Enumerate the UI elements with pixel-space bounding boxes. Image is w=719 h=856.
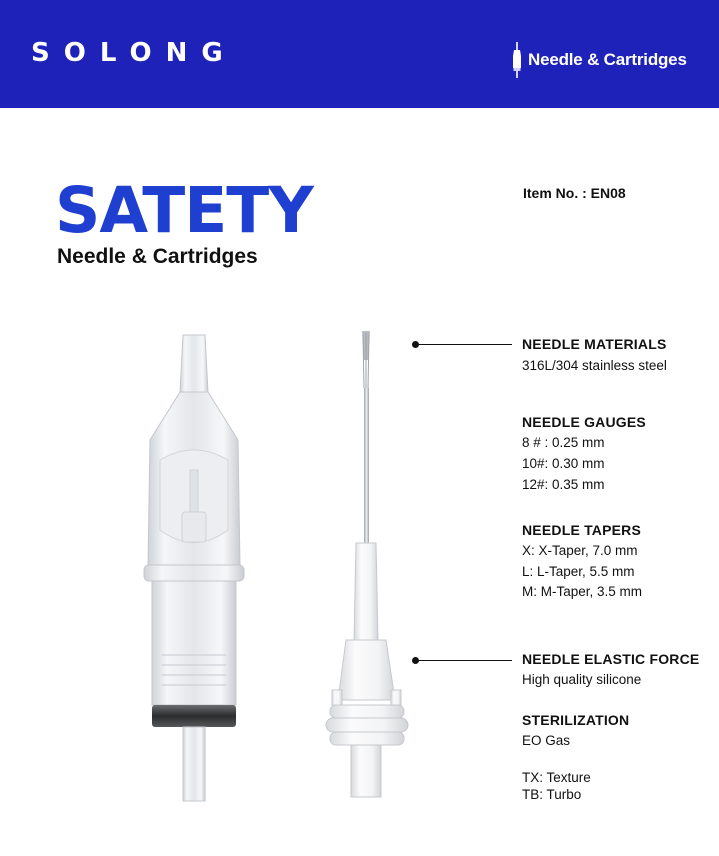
code-turbo: TB: Turbo — [522, 787, 582, 802]
header-category-label: Needle & Cartridges — [528, 50, 687, 69]
spec-taper-m: M: M-Taper, 3.5 mm — [522, 584, 643, 599]
brand-logo: SOLONG — [31, 38, 237, 68]
product-subtitle: Needle & Cartridges — [57, 245, 258, 268]
spec-gauge-12: 12#: 0.35 mm — [522, 477, 605, 492]
pointer-line-materials — [416, 344, 512, 345]
spec-elastic-title: NEEDLE ELASTIC FORCE — [522, 651, 700, 667]
spec-gauge-10: 10#: 0.30 mm — [522, 456, 605, 471]
spec-taper-x: X: X-Taper, 7.0 mm — [522, 543, 638, 558]
spec-gauges-title: NEEDLE GAUGES — [522, 414, 646, 430]
spec-materials-value: 316L/304 stainless steel — [522, 358, 667, 373]
code-texture: TX: Texture — [522, 770, 591, 785]
spec-materials-title: NEEDLE MATERIALS — [522, 336, 667, 352]
spec-sterilization-value: EO Gas — [522, 733, 571, 748]
spec-tapers-title: NEEDLE TAPERS — [522, 522, 642, 538]
item-number: Item No. : EN08 — [523, 185, 626, 201]
needle-image — [326, 331, 408, 797]
spec-sterilization-title: STERILIZATION — [522, 712, 630, 728]
pointer-line-elastic — [416, 660, 512, 661]
product-title: SATETY — [55, 174, 313, 247]
spec-gauge-8: 8 # : 0.25 mm — [522, 435, 605, 450]
cartridge-image — [144, 335, 244, 801]
spec-taper-l: L: L-Taper, 5.5 mm — [522, 564, 635, 579]
spec-elastic-value: High quality silicone — [522, 672, 642, 687]
